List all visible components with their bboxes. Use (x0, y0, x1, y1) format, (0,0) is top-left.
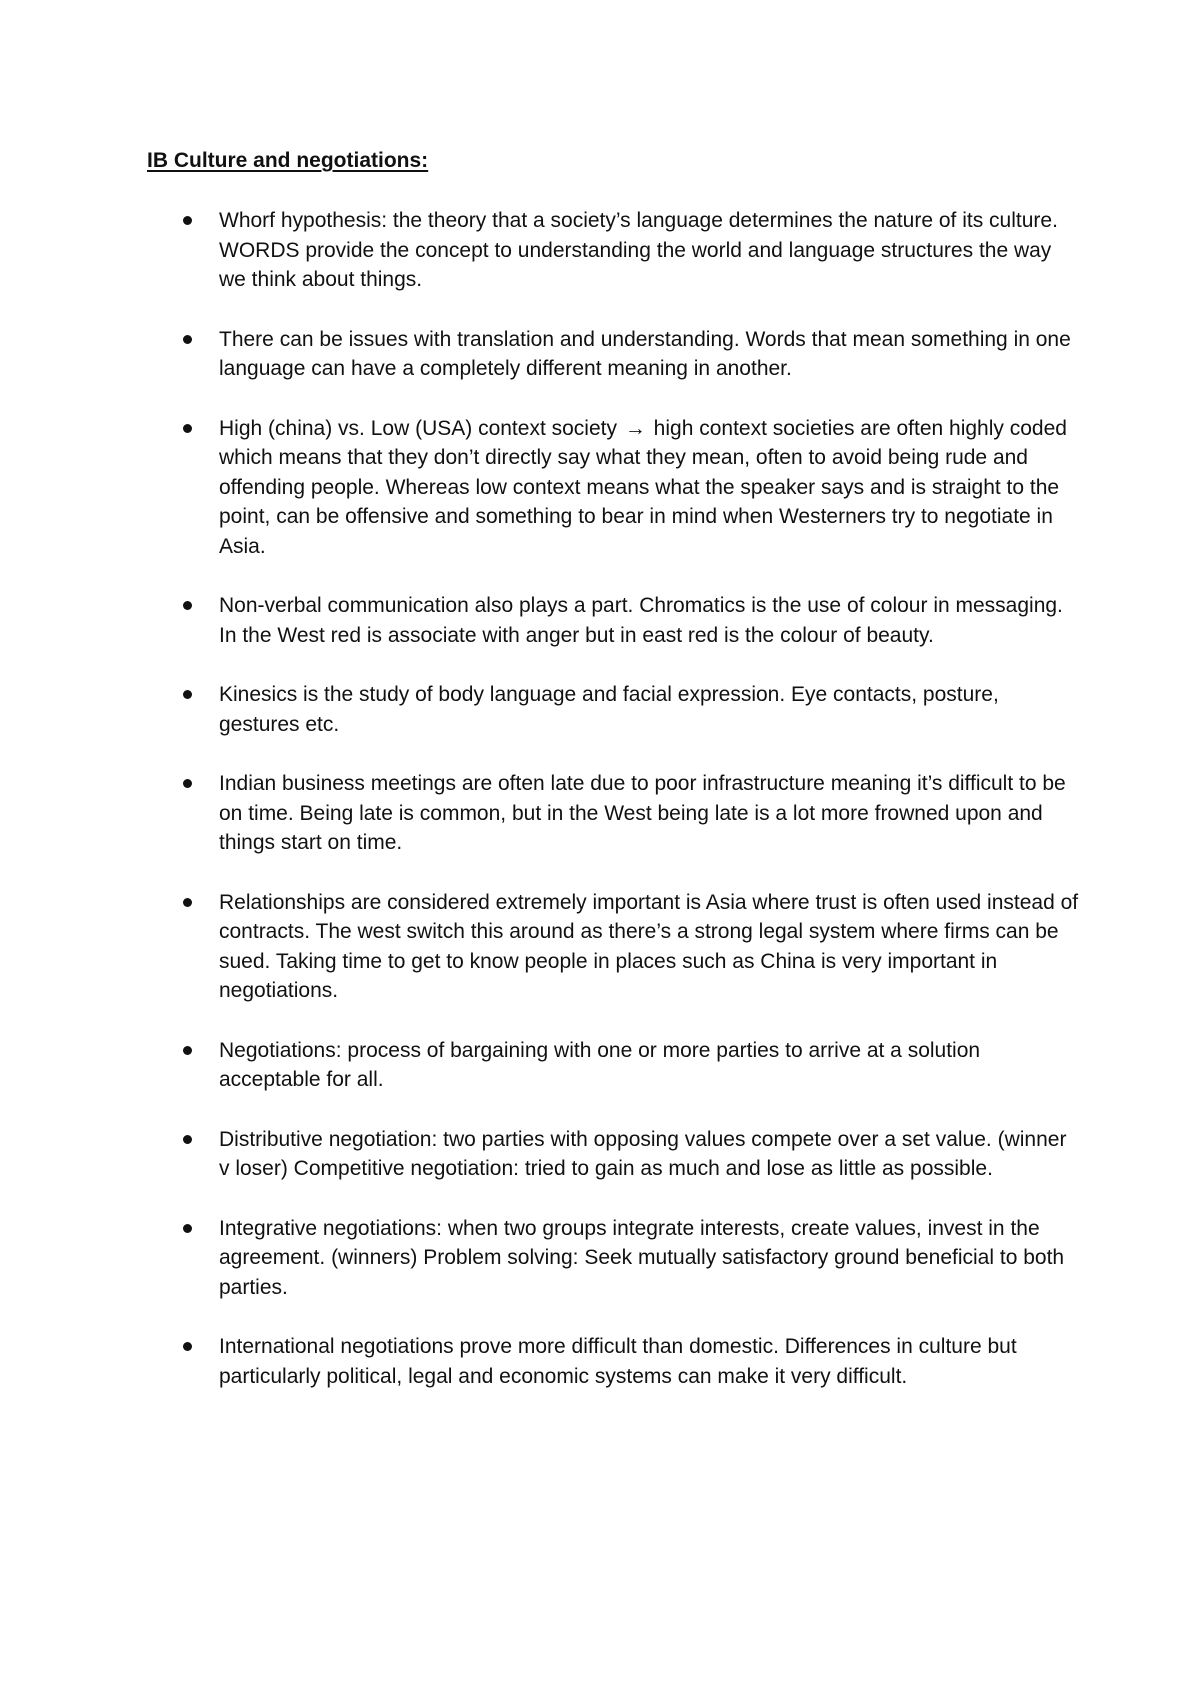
note-text: Relationships are considered extremely important is Asia where trust is often used instead of contracts. The west switch this around as there’s a strong legal system where firms can be sued. Taking time to get to know people in places such as China is very important in negotiations. (219, 890, 1079, 1002)
note-item-translation (0, 325, 1079, 384)
bullet-icon (183, 1135, 192, 1144)
note-text: Kinesics is the study of body language and facial expression. Eye contacts, posture, gestures etc. (219, 683, 999, 736)
bullet-icon (183, 898, 192, 907)
bullet-icon (183, 1224, 192, 1233)
note-item-integrative (0, 1214, 1079, 1303)
bullet-icon (183, 424, 192, 433)
note-item-non-verbal (0, 591, 1079, 650)
note-item-distributive (0, 1125, 1079, 1184)
note-text: Non-verbal communication also plays a part. Chromatics is the use of colour in messaging. In the West red is associate with anger but in east red is the colour of beauty. (219, 594, 1063, 647)
document-title: IB Culture and negotiations: (147, 149, 429, 172)
note-text: Integrative negotiations: when two groups integrate interests, create values, invest in the agreement. (winners) Problem solving: Seek mutually satisfactory ground beneficial to both parties. (219, 1216, 1065, 1299)
bullet-icon (183, 335, 192, 344)
bullet-icon (183, 779, 192, 788)
bullet-icon (183, 1342, 192, 1351)
arrow-right-icon: → (624, 416, 646, 440)
note-text: Whorf hypothesis: the theory that a society’s language determines the nature of its culture. WORDS provide the concept to understanding the world and language structures the way we think about things. (219, 209, 1058, 291)
notes-list (0, 206, 1200, 1421)
note-text: High (china) vs. Low (USA) context society (219, 416, 617, 440)
note-text: Indian business meetings are often late due to poor infrastructure meaning it’s difficult to be on time. Being late is common, but in the West being late is a lot more frowned upon and things start on time. (219, 772, 1066, 854)
note-item-whorf-hypothesis (0, 206, 1079, 295)
note-item-international (0, 1332, 1079, 1391)
note-item-context-society (0, 414, 1079, 562)
bullet-icon (183, 1046, 192, 1055)
note-text: There can be issues with translation and understanding. Words that mean something in one language can have a completely different meaning in another. (219, 327, 1071, 380)
bullet-icon (183, 690, 192, 699)
note-item-relationships (0, 888, 1079, 1006)
bullet-icon (183, 601, 192, 610)
note-text: Distributive negotiation: two parties with opposing values compete over a set value. (winner v loser) Competitive negotiation: tried to gain as much and lose as little as possible. (219, 1127, 1067, 1180)
note-text: high context societies are often highly coded which means that they don’t directly say what they mean, often to avoid being rude and offending people. Whereas low context means what the speaker says and is straight to the point, can be offensive and something to bear in mind when Westerners try to negotiate in Asia. (219, 416, 1067, 558)
note-text: Negotiations: process of bargaining with one or more parties to arrive at a solution acceptable for all. (219, 1038, 981, 1091)
note-item-kinesics (0, 680, 1079, 739)
note-text: International negotiations prove more difficult than domestic. Differences in culture but particularly political, legal and economic systems can make it very difficult. (219, 1335, 1017, 1388)
note-item-indian-meetings (0, 769, 1079, 858)
note-item-negotiations (0, 1036, 1079, 1095)
bullet-icon (183, 216, 192, 225)
